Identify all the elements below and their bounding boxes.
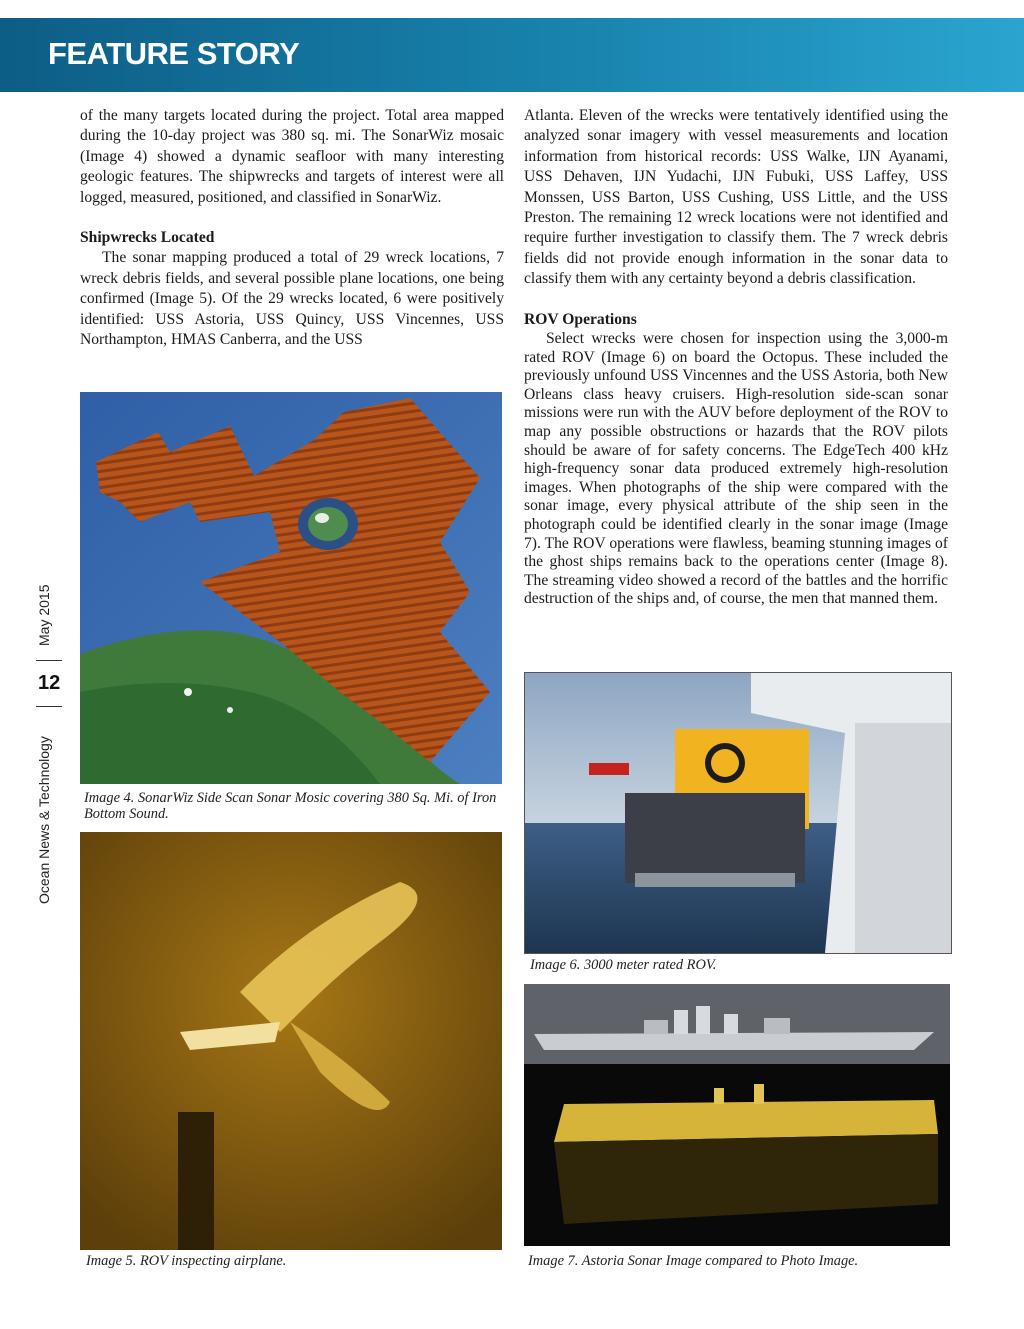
image-4-sonar-mosaic (80, 392, 502, 784)
right-column (524, 106, 948, 609)
caption-image-7: Image 7. Astoria Sonar Image compared to Photo Image. (528, 1253, 859, 1269)
page-number: 12 (38, 672, 61, 694)
image-6-rov-photo (524, 672, 952, 954)
image-5-airplane-sonar (80, 832, 502, 1250)
left-intro-paragraph: of the many targets located during the project. Total area mapped during the 10-day project was 380 sq. mi. The SonarWiz mosaic (Image 4) showed a dynamic seafloor with many interesting geologic features. The shipwrecks and targets of interest were all logged, measured, positioned, and classified in SonarWiz. (80, 107, 504, 206)
spine-divider (36, 706, 62, 707)
section-title: FEATURE STORY (48, 36, 300, 71)
caption-image-6: Image 6. 3000 meter rated ROV. (530, 957, 717, 973)
page-spine (2, 560, 88, 920)
spine-divider (36, 660, 62, 661)
caption-image-4: Image 4. SonarWiz Side Scan Sonar Mosic covering 380 Sq. Mi. of Iron Bottom Sound. (84, 790, 497, 822)
left-column (80, 106, 504, 350)
publication-name: Ocean News & Technology (36, 736, 52, 904)
heading-rov-operations: ROV Operations (524, 310, 637, 328)
rov-paragraph: Select wrecks were chosen for inspection using the 3,000-m rated ROV (Image 6) on board the Octopus. These included the previously unfound USS Vincennes and the USS Astoria, both New Orleans class heavy cruisers. High-resolution side-scan sonar missions were run with the AUV before deployment of the ROV to map any possible obstructions or hazards that the ROV pilots should be aware of for safety concerns. The EdgeTech 400 kHz high-frequency sonar data produced extremely high-resolution images. When photographs of the ship were compared with the sonar image, every physical attribute of the ship seen in the photograph could be identified clearly in the sonar image (Image 7). The ROV operations were flawless, beaming stunning images of the ghost ships remains back to the operations center (Image 8). The streaming video showed a record of the battles and the horrific destruction of the ships and, of course, the men that manned them. (524, 330, 948, 608)
heading-shipwrecks: Shipwrecks Located (80, 229, 215, 247)
right-continuation-paragraph: Atlanta. Eleven of the wrecks were tentatively identified using the analyzed sonar imagery with vessel measurements and location information from historical records: USS Walke, IJN Ayanami, USS Dehaven, IJN Yudachi, IJN Fubuki, USS Laffey, USS Monssen, USS Barton, USS Cushing, USS Little, and the USS Preston. The remaining 12 wreck locations were not identified and require further investigation to classify them. The 7 wreck debris fields did not provide enough information in the sonar data to classify them with any certainty beyond a debris classification. (524, 107, 948, 288)
shipwrecks-paragraph: The sonar mapping produced a total of 29 wreck locations, 7 wreck debris fields, and several possible plane locations, one being confirmed (Image 5). Of the 29 wrecks located, 6 were positively identified: USS Astoria, USS Quincy, USS Vincennes, USS Northampton, HMAS Canberra, and the USS (80, 249, 504, 349)
caption-image-5: Image 5. ROV inspecting airplane. (86, 1253, 287, 1269)
issue-date: May 2015 (36, 584, 52, 646)
section-banner (0, 18, 1024, 92)
image-7-astoria-comparison (524, 984, 950, 1246)
